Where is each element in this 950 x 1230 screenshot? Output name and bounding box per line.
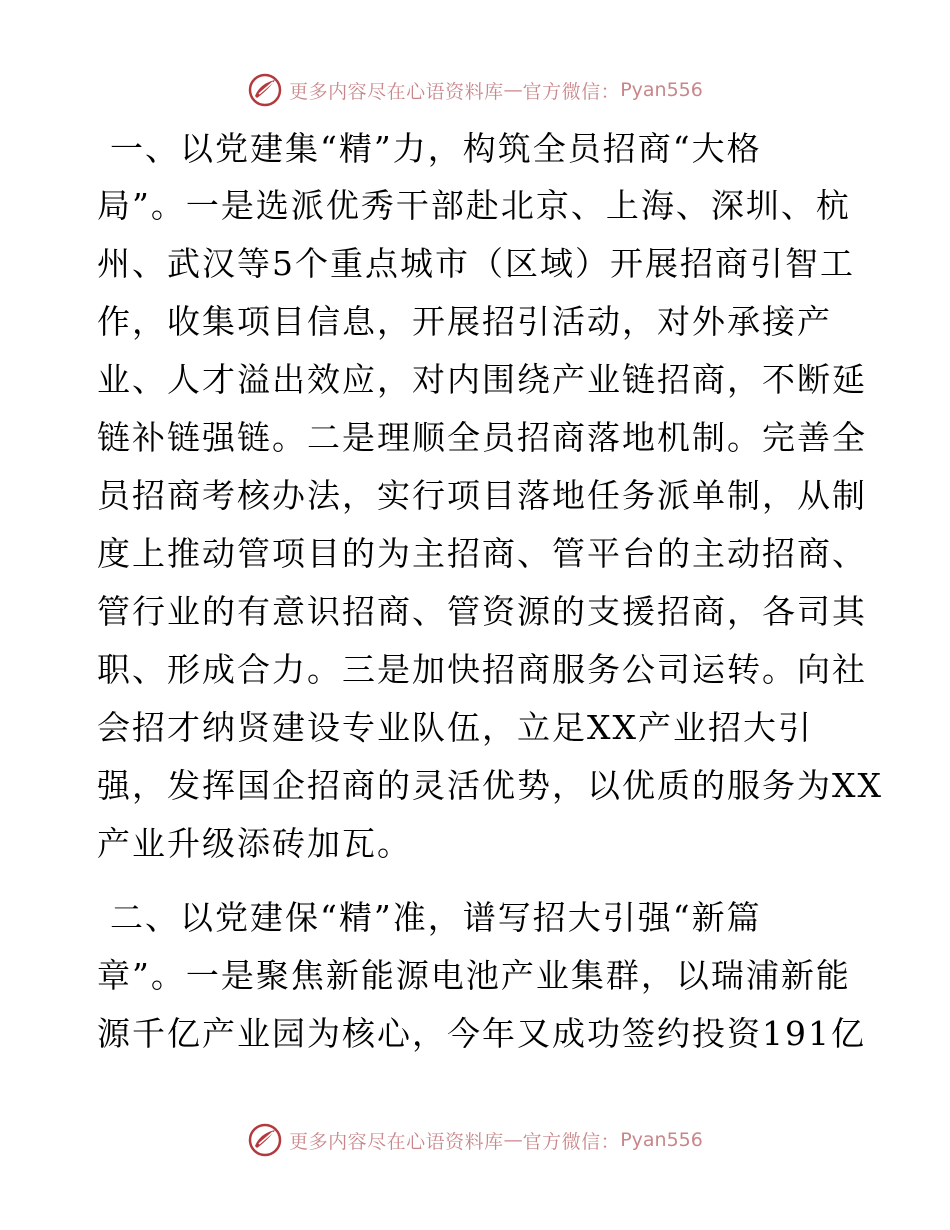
text-line: 作，收集项目信息，开展招引活动，对外承接产 bbox=[97, 302, 832, 341]
banner-separator: — bbox=[503, 79, 523, 101]
text-line: 职、形成合力。三是加快招商服务公司运转。向社 bbox=[97, 650, 867, 689]
text-line: 度上推动管项目的为主招商、管平台的主动招商、 bbox=[97, 534, 867, 573]
footer-banner bbox=[0, 1118, 950, 1162]
text-line: 员招商考核办法，实行项目落地任务派单制，从制 bbox=[97, 476, 867, 515]
banner-wechat-id: Pyan556 bbox=[620, 1129, 703, 1151]
text-line: 二、以党建保“精”准，谱写招大引强“新篇 bbox=[110, 898, 762, 937]
banner-slogan: 更多内容尽在心语资料库 bbox=[289, 1130, 504, 1153]
banner bbox=[247, 1122, 703, 1158]
text-line: 会招才纳贤建设专业队伍，立足XX产业招大引 bbox=[97, 708, 813, 747]
text-line: 源千亿产业园为核心，今年又成功签约投资191亿 bbox=[97, 1014, 866, 1053]
banner-wechat-label: 官方微信： bbox=[522, 80, 621, 103]
banner-separator: — bbox=[503, 1129, 523, 1151]
logo-icon bbox=[247, 1122, 283, 1158]
text-line: 强，发挥国企招商的灵活优势，以优质的服务为XX bbox=[97, 766, 883, 805]
logo-icon bbox=[247, 72, 283, 108]
banner-slogan: 更多内容尽在心语资料库 bbox=[289, 80, 504, 103]
text-line: 一、以党建集“精”力，构筑全员招商“大格 bbox=[110, 129, 762, 168]
banner-wechat-label: 官方微信： bbox=[522, 1130, 621, 1153]
text-line: 章”。一是聚焦新能源电池产业集群，以瑞浦新能 bbox=[97, 956, 851, 995]
banner-wechat-id: Pyan556 bbox=[620, 79, 703, 101]
text-line: 链补链强链。二是理顺全员招商落地机制。完善全 bbox=[97, 418, 867, 457]
text-line: 局”。一是选派优秀干部赴北京、上海、深圳、杭 bbox=[97, 186, 851, 225]
text-line: 产业升级添砖加瓦。 bbox=[97, 824, 412, 863]
text-line: 业、人才溢出效应，对内围绕产业链招商，不断延 bbox=[97, 360, 867, 399]
header-banner bbox=[0, 68, 950, 112]
text-line: 州、武汉等5个重点城市（区域）开展招商引智工 bbox=[97, 244, 855, 283]
banner bbox=[247, 72, 703, 108]
text-line: 管行业的有意识招商、管资源的支援招商，各司其 bbox=[97, 592, 867, 631]
